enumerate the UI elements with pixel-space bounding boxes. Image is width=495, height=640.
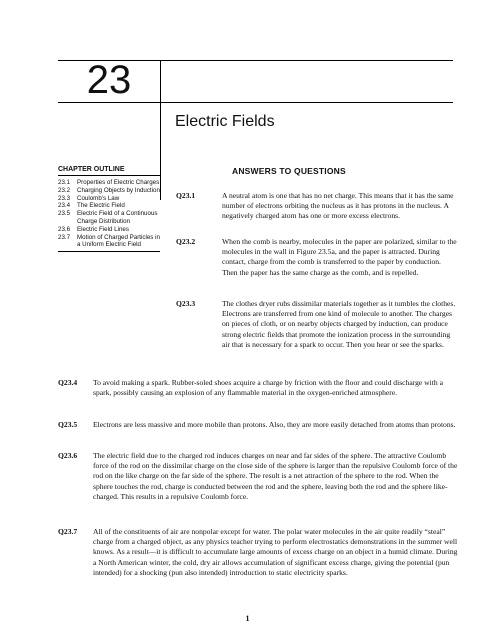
question-label: Q23.4 — [58, 378, 78, 387]
outline-item-number: 23.1 — [58, 179, 71, 186]
question-label: Q23.2 — [176, 237, 196, 246]
answer-text: To avoid making a spark. Rubber-soled shoes acquire a charge by friction with the floor and could discharge with a spark, possibly causing an explosion of any flammable material in the oxygen-enriched atmosphere. — [93, 378, 443, 398]
chapter-title: Electric Fields — [175, 113, 275, 130]
outline-item-number: 23.5 — [58, 210, 71, 218]
answer-q23-6 — [58, 451, 458, 502]
outline-item — [58, 210, 160, 226]
outline-item — [58, 179, 160, 187]
chapter-outline — [58, 166, 160, 252]
question-label: Q23.7 — [58, 527, 78, 536]
outline-item-text: Electric Field Lines — [77, 225, 129, 233]
question-label: Q23.3 — [176, 299, 196, 308]
outline-divider — [58, 175, 160, 176]
outline-heading: CHAPTER OUTLINE — [58, 166, 125, 173]
answer-text: A neutral atom is one that has no net charge. This means that it has the same number of electrons orbiting the nucleus as it has protons in the nucleus. A negatively charged atom has one or more excess electrons. — [222, 191, 454, 221]
answer-text: The electric field due to the charged rod induces charges on near and far sides of the sphere. The attractive Coulomb force of the rod on the dissimilar charge on the close side of the sphere is larger than the repulsive Coulomb force of the rod on the like charge on the far side of the sphere. The result is a net attraction of the sphere to the rod. When the sphere touches the rod, charge is conducted between the rod and the sphere, leaving both the rod and the sphere like-charged. This results in a repulsive Coulomb force. — [93, 451, 458, 501]
outline-item-number: 23.2 — [58, 186, 71, 194]
outline-item — [58, 187, 160, 195]
outline-item-text: The Electric Field — [77, 202, 125, 210]
outline-divider-bottom — [58, 251, 160, 252]
outline-item — [58, 234, 160, 250]
outline-item-text: Properties of Electric Charges — [77, 179, 160, 186]
answer-q23-3 — [176, 299, 458, 350]
answer-text: The clothes dryer rubs dissimilar materials together as it tumbles the clothes. Electrons are transferred from one kind of molecule to another. The charges on pieces of cloth, or on nearby objects charged by induction, can produce strong electric fields that promote the ionization process in the surrounding air that is necessary for a spark to occur. Then you hear or see the sparks. — [222, 299, 456, 349]
outline-item — [58, 202, 160, 210]
outline-item-text: Coulomb’s Law — [77, 194, 120, 202]
answer-q23-2 — [176, 237, 458, 278]
answer-q23-4 — [58, 378, 458, 398]
chapter-number: 23 — [86, 58, 132, 102]
outline-item-text: Electric Field of a Continuous Charge Distribution — [77, 210, 158, 225]
answer-text: Electrons are less massive and more mobile than protons. Also, they are more easily detached from atoms than protons. — [93, 420, 456, 429]
outline-item-number: 23.4 — [58, 202, 71, 210]
answers-heading: ANSWERS TO QUESTIONS — [232, 166, 346, 176]
outline-item-text: Motion of Charged Particles in a Uniform Electric Field — [77, 233, 160, 249]
answer-text: All of the constituents of air are nonpolar except for water. The polar water molecules in the air quite readily “steal” charge from a charged object, as any physics teacher trying to perform electrostatics demonstrations in the summer well knows. As a result—it is difficult to accumulate large amounts of excess charge on an object in a humid climate. During a North American winter, the cold, dry air allows accumulation of significant excess charge, giving the potential (pun intended) for a shocking (pun also intended) introduction to static electricity sparks. — [93, 527, 458, 577]
outline-item — [58, 195, 160, 203]
outline-item-text: Charging Objects by Induction — [77, 186, 160, 194]
answer-q23-5 — [58, 420, 458, 430]
outline-item-number: 23.7 — [58, 233, 71, 241]
answer-q23-7 — [58, 527, 458, 578]
outline-item — [58, 226, 160, 234]
outline-item-number: 23.3 — [58, 194, 71, 202]
question-label: Q23.5 — [58, 420, 78, 429]
question-label: Q23.6 — [58, 451, 78, 460]
answer-q23-1 — [176, 191, 458, 222]
page-number: 1 — [245, 614, 250, 623]
header-rule-vertical — [160, 60, 161, 200]
question-label: Q23.1 — [176, 191, 196, 200]
outline-item-number: 23.6 — [58, 225, 71, 233]
answer-text: When the comb is nearby, molecules in the paper are polarized, similar to the molecules in the wall in Figure 23.5a, and the paper is attracted. During contact, charge from the comb is transferred to the paper by conduction. Then the paper has the same charge as the comb, and is repelled. — [222, 237, 457, 277]
